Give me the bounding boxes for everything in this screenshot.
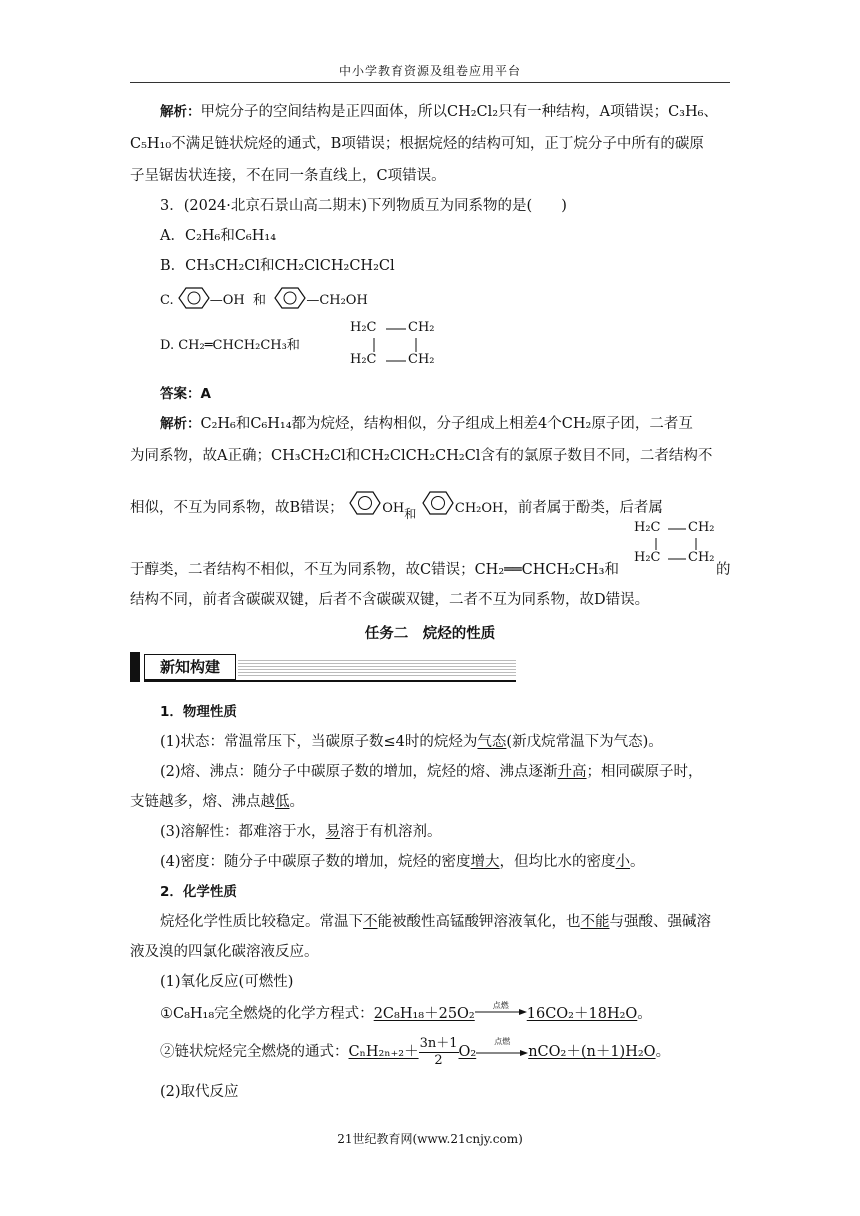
benzene-ring-icon (421, 490, 455, 516)
phys-solubility-text-2: 溶于有机溶剂。 (340, 824, 442, 840)
phys-boiling-answer: 升高 (557, 764, 587, 780)
analysis3-line-5: 结构不同，前者含碳碳双键，后者不含碳碳双键，二者不互为同系物，故D错误。 (130, 592, 650, 608)
ring2-bottom-right: CH₂ (688, 550, 715, 565)
fraction-numerator: 3n＋1 (419, 1035, 458, 1051)
phys-boiling-text: (2)熔、沸点：随分子中碳原子数的增加，烷烃的熔、沸点逐渐 (160, 764, 558, 780)
ring-top-right: CH₂ (408, 320, 435, 335)
equation-2-oxygen: O₂ (458, 1044, 477, 1060)
chem-text-3: 与强酸、强碱溶 (609, 914, 711, 930)
reaction-condition: 点燃 (492, 1001, 509, 1010)
phys-state-text: (1)状态：常温常压下，当碳原子数≤4时的烷烃为 (160, 734, 478, 750)
analysis3-line-2: 为同系物，故A正确；CH₃CH₂Cl和CH₂ClCH₂CH₂Cl含有的氯原子数目不同，二者结构不 (130, 448, 713, 464)
equation-1-end: 。 (637, 1006, 652, 1022)
answer-label: 答案： (160, 386, 201, 402)
benzene-ring-icon (178, 286, 210, 310)
option-a: A．C₂H₆和C₆H₁₄ (160, 228, 277, 244)
analysis3-text-3b: ，前者属于酚类，后者属 (503, 500, 663, 516)
ring2-top-left: H₂C (634, 520, 661, 535)
phys-state-note: (新戊烷常温下为气态)。 (506, 734, 663, 750)
analysis-line-1 (160, 102, 730, 122)
reaction-condition-2: 点燃 (494, 1037, 511, 1046)
analysis-label: 解析： (160, 104, 201, 120)
option-c-ch2oh: —CH₂OH (306, 293, 368, 308)
page-header: 中小学教育资源及组卷应用平台 (338, 64, 521, 78)
ring-bottom-right: CH₂ (408, 352, 435, 367)
phys-boiling (160, 762, 730, 782)
phys-state-answer: 气态 (477, 734, 507, 750)
reaction-arrow (475, 1002, 527, 1020)
option-d-prefix: D. CH₂═CHCH₂CH₃和 (160, 338, 300, 353)
phys-solubility-text: (3)溶解性：都难溶于水， (160, 824, 326, 840)
chem-answer-1: 不 (363, 914, 378, 930)
chem-answer-2: 不能 (580, 914, 610, 930)
equation-2-alkane: CₙH₂ₙ₊₂＋ (348, 1044, 419, 1060)
ring-bonds (350, 320, 440, 372)
phys-solubility-answer: 易 (325, 824, 341, 840)
equation-2-end: 。 (655, 1044, 671, 1060)
analysis3-and: 和 (404, 507, 417, 521)
ring-bottom-left: H₂C (350, 352, 377, 367)
phys-density-end: 。 (630, 854, 645, 870)
arrow-icon (476, 1049, 528, 1057)
phys-boiling-answer-2: 低 (275, 794, 290, 810)
analysis-line-2: C₅H₁₀不满足链状烷烃的通式，B项错误；根据烷烃的结构可知，正丁烷分子中所有的碳原 (130, 136, 704, 152)
option-d (160, 336, 730, 356)
equation-1-label: ①C₈H₁₈完全燃烧的化学方程式： (160, 1006, 374, 1022)
phys-density-answer: 增大 (470, 854, 500, 870)
equation-2-label: ②链状烷烃完全燃烧的通式： (160, 1044, 349, 1060)
phys-density-text-2: ，但均比水的密度 (499, 854, 616, 870)
ring2-bonds (634, 520, 718, 572)
banner-label: 新知构建 (144, 654, 236, 680)
answer-line (160, 384, 730, 404)
analysis3-oh: OH (382, 501, 405, 516)
banner-stripe (238, 660, 516, 678)
option-c-prefix: C. (160, 293, 174, 308)
analysis3-text-1: C₂H₆和C₆H₁₄都为烷烃，结构相似，分子组成上相差4个CH₂原子团，二者互 (200, 416, 693, 432)
phys-state (160, 732, 730, 752)
cyclobutane-structure (350, 320, 440, 372)
analysis3-text-3a: 相似，不互为同系物，故B错误； (130, 500, 344, 516)
benzene-ring-icon (274, 286, 306, 310)
ring2-top-right: CH₂ (688, 520, 715, 535)
phys-boiling-cont (130, 792, 730, 812)
phys-boiling-text-3: 支链越多，熔、沸点越 (130, 794, 275, 810)
equation-2 (160, 1032, 730, 1072)
analysis3-line-1 (160, 414, 730, 434)
chem-para-1 (160, 912, 730, 932)
substitution-title: (2)取代反应 (160, 1084, 239, 1100)
equation-1 (160, 1002, 730, 1024)
chemical-properties-title: 2．化学性质 (160, 884, 237, 900)
phys-boiling-end: 。 (289, 794, 304, 810)
analysis3-line-3 (130, 490, 730, 524)
ring2-bottom-left: H₂C (634, 550, 661, 565)
cyclobutane-structure-2 (634, 520, 718, 572)
task-2-title: 任务二 烷烃的性质 (364, 626, 496, 642)
equation-1-products: 16CO₂＋18H₂O (526, 1006, 638, 1022)
header-rule (130, 82, 730, 83)
analysis3-label: 解析： (160, 416, 201, 432)
analysis3-ch2oh: CH₂OH (454, 501, 504, 516)
banner-underline (144, 680, 516, 682)
analysis-text: 甲烷分子的空间结构是正四面体，所以CH₂Cl₂只有一种结构，A项错误；C₃H₆、 (200, 104, 718, 120)
phys-boiling-text-2: ；相同碳原子时， (586, 764, 703, 780)
option-c (160, 286, 730, 311)
banner-bar (130, 652, 140, 682)
phys-density-text: (4)密度：随分子中碳原子数的增加，烷烃的密度 (160, 854, 471, 870)
answer-value: A (200, 386, 211, 402)
analysis-line-3: 子呈锯齿状连接，不在同一条直线上，C项错误。 (130, 168, 446, 184)
equation-1-reactants: 2C₈H₁₈＋25O₂ (373, 1006, 475, 1022)
ring-top-left: H₂C (350, 320, 377, 335)
section-banner (130, 652, 516, 682)
chem-text-1: 烷烃化学性质比较稳定。常温下 (160, 914, 363, 930)
option-b: B．CH₃CH₂Cl和CH₂ClCH₂CH₂Cl (160, 258, 395, 274)
analysis3-line-4: 于醇类，二者结构不相似，不互为同系物，故C错误；CH₂══CHCH₂CH₃和 (130, 562, 619, 578)
question-3-stem: 3．(2024·北京石景山高二期末)下列物质互为同系物的是( ) (160, 198, 567, 214)
reaction-arrow-2 (476, 1037, 528, 1061)
oxidation-title: (1)氧化反应(可燃性) (160, 974, 294, 990)
phys-density-answer-2: 小 (615, 854, 631, 870)
option-c-oh: —OH (209, 293, 245, 308)
page-footer: 21世纪教育网(www.21cnjy.com) (337, 1132, 523, 1146)
fraction-denominator: 2 (434, 1052, 443, 1068)
analysis3-line-4-end: 的 (716, 562, 731, 578)
option-c-and: 和 (253, 293, 267, 308)
chem-text-2: 能被酸性高锰酸钾溶液氧化，也 (377, 914, 581, 930)
phys-density (160, 852, 730, 872)
chem-para-2: 液及溴的四氯化碳溶液反应。 (130, 944, 319, 960)
arrow-icon (475, 1008, 527, 1016)
physical-properties-title: 1．物理性质 (160, 704, 237, 720)
benzene-ring-icon (348, 490, 382, 516)
equation-2-products: nCO₂＋(n＋1)H₂O (528, 1044, 656, 1060)
equation-2-fraction (419, 1036, 459, 1069)
phys-solubility (160, 822, 730, 842)
